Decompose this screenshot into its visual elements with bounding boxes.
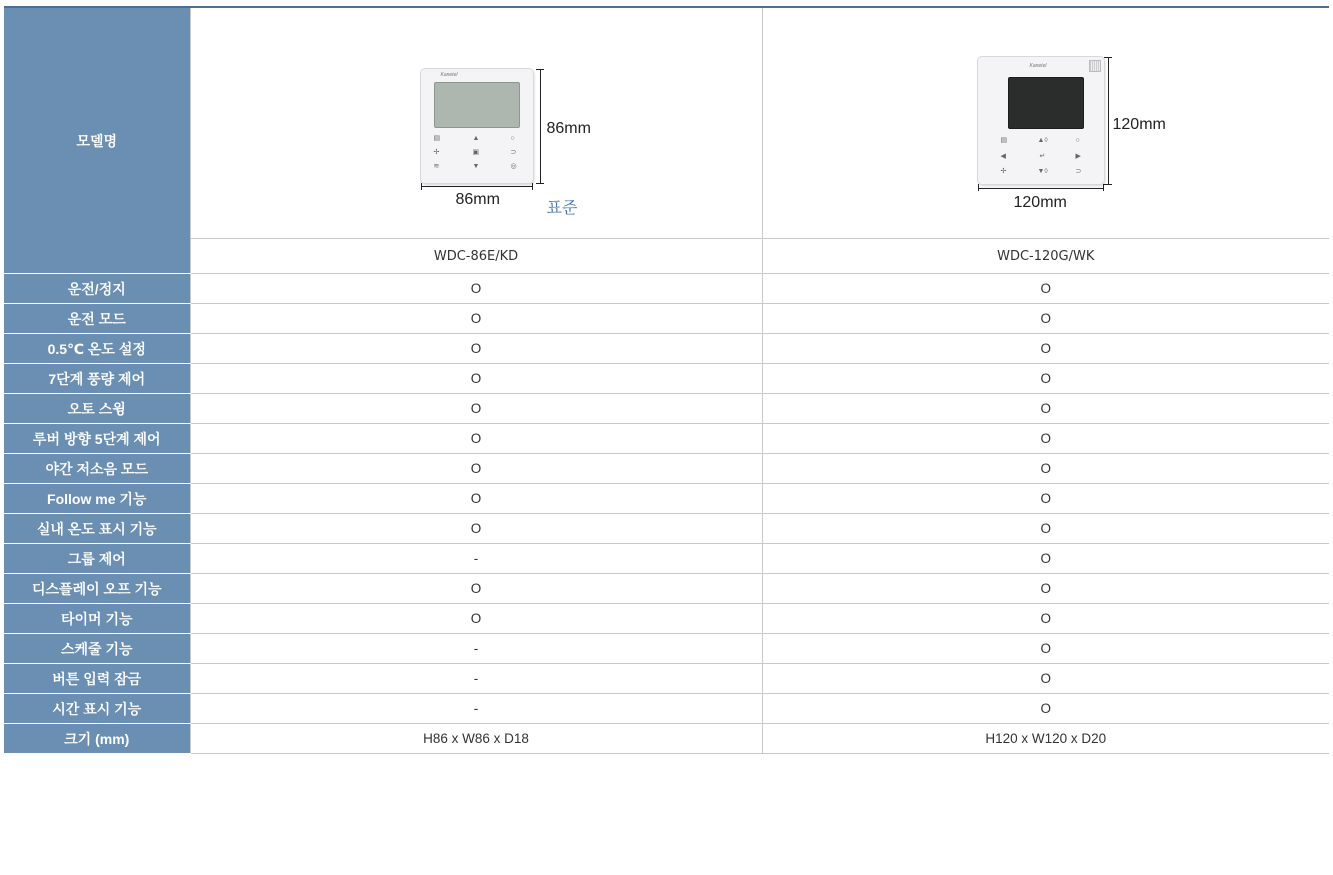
product-a-height-dimension-line bbox=[540, 69, 541, 183]
standard-badge: 표준 bbox=[546, 198, 578, 217]
product-a-feature-value: O bbox=[190, 274, 762, 304]
feature-row bbox=[4, 454, 1329, 484]
power-icon: ○ bbox=[1075, 137, 1080, 144]
product-a-height-tick-top bbox=[536, 69, 544, 70]
feature-row bbox=[4, 574, 1329, 604]
feature-row bbox=[4, 724, 1329, 754]
product-a-feature-value: O bbox=[190, 454, 762, 484]
feature-label: 타이머 기능 bbox=[4, 604, 190, 634]
product-b-feature-value: O bbox=[762, 274, 1329, 304]
feature-label: 운전 모드 bbox=[4, 304, 190, 334]
product-b-feature-value: O bbox=[762, 334, 1329, 364]
feature-label: 야간 저소음 모드 bbox=[4, 454, 190, 484]
product-b-feature-value: H120 x W120 x D20 bbox=[762, 724, 1329, 754]
back-icon: ⊃ bbox=[510, 149, 517, 156]
product-b-qr-code bbox=[1089, 60, 1101, 72]
product-b-width-tick-left bbox=[978, 184, 979, 191]
product-b-width-dimension: 120mm bbox=[1013, 194, 1067, 211]
back-icon: ⊃ bbox=[1075, 168, 1082, 175]
feature-label: 버튼 입력 잠금 bbox=[4, 664, 190, 694]
product-a-brand-logo: Kanetel bbox=[440, 72, 458, 78]
model-name-row bbox=[4, 239, 1329, 274]
product-a-feature-value: - bbox=[190, 634, 762, 664]
feature-row bbox=[4, 484, 1329, 514]
product-b-brand-logo: Kanetel bbox=[1029, 63, 1047, 69]
product-b-feature-value: O bbox=[762, 664, 1329, 694]
product-a-width-dimension-line bbox=[421, 186, 533, 187]
down-arrow-icon: ▼ bbox=[472, 163, 480, 170]
feature-label: 0.5℃ 온도 설정 bbox=[4, 334, 190, 364]
fan-icon: ✢ bbox=[1000, 168, 1007, 175]
power-icon: ○ bbox=[510, 135, 515, 142]
product-b-width-tick-right bbox=[1103, 184, 1104, 191]
product-a-feature-value: O bbox=[190, 424, 762, 454]
product-a-feature-value: O bbox=[190, 364, 762, 394]
up-arrow-icon: ▲ bbox=[472, 135, 480, 142]
product-a-feature-value: - bbox=[190, 664, 762, 694]
product-a-feature-value: O bbox=[190, 484, 762, 514]
product-b-height-tick-top bbox=[1104, 57, 1112, 58]
product-a-lcd-screen bbox=[434, 82, 520, 128]
feature-row bbox=[4, 694, 1329, 724]
product-b-height-tick-bottom bbox=[1104, 184, 1112, 185]
feature-row bbox=[4, 274, 1329, 304]
product-b-feature-value: O bbox=[762, 484, 1329, 514]
product-b-model-name: WDC-120G/WK bbox=[762, 239, 1329, 274]
menu-icon: ▤ bbox=[1000, 137, 1008, 144]
menu-icon: ▤ bbox=[433, 135, 441, 142]
feature-label: 그룹 제어 bbox=[4, 544, 190, 574]
product-a-feature-value: O bbox=[190, 574, 762, 604]
feature-label: 7단계 풍량 제어 bbox=[4, 364, 190, 394]
feature-row bbox=[4, 634, 1329, 664]
product-a-width-tick-left bbox=[421, 183, 422, 190]
model-name-header: 모델명 bbox=[4, 7, 190, 274]
product-a-height-dimension: 86mm bbox=[546, 120, 591, 137]
feature-label: 스케줄 기능 bbox=[4, 634, 190, 664]
feature-row bbox=[4, 544, 1329, 574]
feature-label: 크기 (mm) bbox=[4, 724, 190, 754]
feature-row bbox=[4, 514, 1329, 544]
product-b-image-cell bbox=[762, 7, 1329, 239]
product-b-controller-image bbox=[978, 57, 1104, 184]
product-b-height-dimension: 120mm bbox=[1112, 116, 1166, 133]
feature-label: 시간 표시 기능 bbox=[4, 694, 190, 724]
up-arrow-icon: ▲◊ bbox=[1037, 137, 1048, 144]
feature-row bbox=[4, 304, 1329, 334]
product-a-controller-image bbox=[421, 69, 533, 183]
swing-icon: ≋ bbox=[433, 163, 440, 170]
product-a-feature-value: H86 x W86 x D18 bbox=[190, 724, 762, 754]
product-a-model-name: WDC-86E/KD bbox=[190, 239, 762, 274]
feature-row bbox=[4, 394, 1329, 424]
enter-icon: ↵ bbox=[1039, 153, 1046, 160]
feature-label: 운전/정지 bbox=[4, 274, 190, 304]
product-b-height-dimension-line bbox=[1108, 57, 1109, 184]
feature-row bbox=[4, 664, 1329, 694]
product-b-lcd-screen bbox=[1008, 77, 1084, 129]
product-b-feature-value: O bbox=[762, 454, 1329, 484]
product-a-height-tick-bottom bbox=[536, 183, 544, 184]
product-b-feature-value: O bbox=[762, 694, 1329, 724]
feature-row bbox=[4, 604, 1329, 634]
product-b-feature-value: O bbox=[762, 634, 1329, 664]
left-arrow-icon: ◀ bbox=[1000, 153, 1006, 160]
spec-comparison-table bbox=[4, 6, 1329, 754]
product-b-width-dimension-line bbox=[978, 188, 1104, 189]
product-image-row bbox=[4, 7, 1329, 239]
product-b-feature-value: O bbox=[762, 604, 1329, 634]
product-a-width-tick-right bbox=[532, 183, 533, 190]
feature-row bbox=[4, 364, 1329, 394]
product-a-feature-value: O bbox=[190, 514, 762, 544]
feature-row bbox=[4, 334, 1329, 364]
feature-label: 루버 방향 5단계 제어 bbox=[4, 424, 190, 454]
product-a-feature-value: O bbox=[190, 334, 762, 364]
product-a-feature-value: O bbox=[190, 394, 762, 424]
product-a-feature-value: - bbox=[190, 544, 762, 574]
spec-table-container bbox=[4, 6, 1329, 754]
feature-label: 실내 온도 표시 기능 bbox=[4, 514, 190, 544]
down-arrow-icon: ▼◊ bbox=[1037, 168, 1048, 175]
feature-label: 오토 스윙 bbox=[4, 394, 190, 424]
settings-icon: ◎ bbox=[510, 163, 517, 170]
product-b-feature-value: O bbox=[762, 424, 1329, 454]
feature-label: Follow me 기능 bbox=[4, 484, 190, 514]
product-a-width-dimension: 86mm bbox=[455, 191, 500, 208]
feature-row bbox=[4, 424, 1329, 454]
product-b-feature-value: O bbox=[762, 304, 1329, 334]
product-a-feature-value: O bbox=[190, 604, 762, 634]
product-b-feature-value: O bbox=[762, 514, 1329, 544]
product-a-feature-value: O bbox=[190, 304, 762, 334]
product-b-feature-value: O bbox=[762, 364, 1329, 394]
product-a-image-cell bbox=[190, 7, 762, 239]
enter-icon: ▣ bbox=[472, 149, 480, 156]
feature-label: 디스플레이 오프 기능 bbox=[4, 574, 190, 604]
product-b-feature-value: O bbox=[762, 394, 1329, 424]
product-b-feature-value: O bbox=[762, 544, 1329, 574]
fan-icon: ✢ bbox=[433, 149, 440, 156]
product-a-feature-value: - bbox=[190, 694, 762, 724]
right-arrow-icon: ▶ bbox=[1075, 153, 1081, 160]
product-b-feature-value: O bbox=[762, 574, 1329, 604]
